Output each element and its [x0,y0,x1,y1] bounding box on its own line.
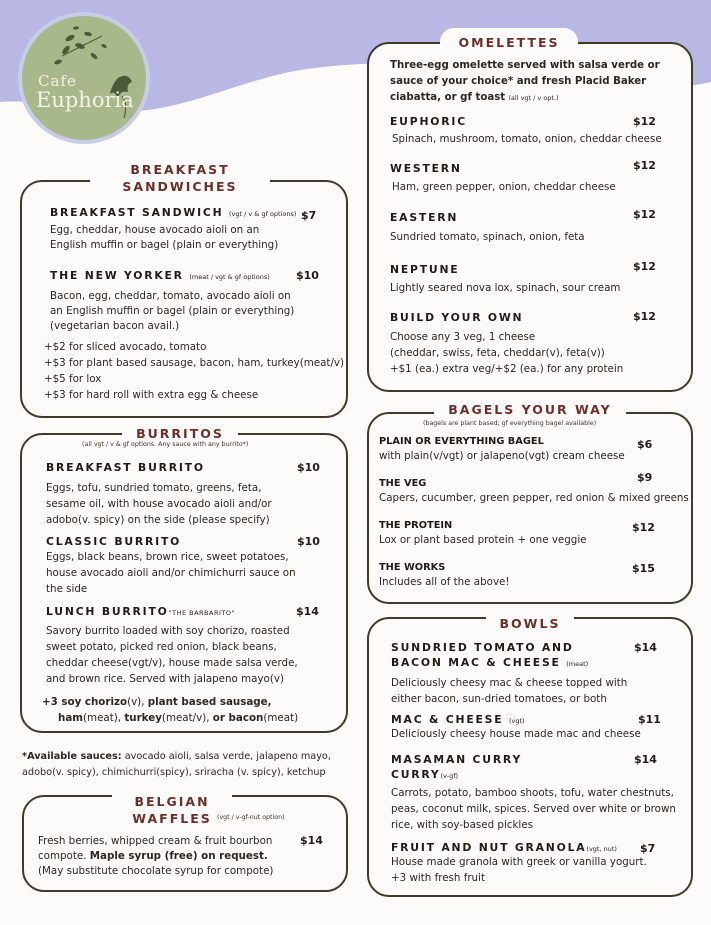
cafe-logo [18,12,150,144]
new-yorker-desc-2: an English muffin or bagel (plain or everything) [50,305,295,317]
breakfast-sandwiches-title-line1: BREAKFAST [90,161,270,178]
omelettes-title: OMELETTES [440,28,578,58]
euphoric-desc: Spinach, mushroom, tomato, onion, cheddar cheese [392,133,662,145]
eastern-name: EASTERN [390,211,459,224]
new-yorker-desc-3: (vegetarian bacon avail.) [50,320,180,332]
breakfast-sandwich-name: BREAKFAST SANDWICH (vgt / v & gf options) [50,206,297,219]
burrito-addon-cont: ham(meat), turkey(meat/v), or bacon(meat) [58,712,299,724]
sundried-mac-name-1: SUNDRIED TOMATO AND [391,641,574,654]
breakfast-burrito-price: $10 [297,461,320,474]
breakfast-burrito-name: BREAKFAST BURRITO [46,461,205,474]
breakfast-sandwich-price: $7 [301,209,317,222]
classic-burrito-desc: Eggs, black beans, brown rice, sweet potatoes, [46,551,289,563]
granola-price: $7 [640,842,656,855]
bagels-subtitle: (bagels are plant based; gf everything bagel available) [423,420,597,427]
waffles-desc-2: compote. Maple syrup (free) on request. [38,850,268,862]
bowls-title: BOWLS [470,615,590,632]
lunch-burrito-desc: cheddar cheese(vgt/v), house made salsa verde, [46,657,298,669]
sauces-line-2: adobo(v. spicy), chimichurri(spicy), sriracha (v. spicy), ketchup [22,767,326,778]
the-veg-desc: Capers, cucumber, green pepper, red onion & mixed greens [379,492,689,504]
lunch-burrito-name: LUNCH BURRITO"THE BARBARITO" [46,605,235,618]
the-protein-price: $12 [632,521,655,534]
lunch-burrito-desc: and brown rice. Served with jalapeno mayo(v) [46,673,284,685]
western-name: WESTERN [390,162,462,175]
waffles-price: $14 [300,834,323,847]
masaman-name-1: MASAMAN CURRY [391,753,523,766]
the-protein-desc: Lox or plant based protein + one veggie [379,534,587,546]
classic-burrito-desc: the side [46,583,88,595]
sandwich-addon: +$3 for plant based sausage, bacon, ham, turkey(meat/v) [44,357,345,369]
waffles-title [112,793,232,827]
new-yorker-name: THE NEW YORKER (meat / vgt & gf options) [50,269,270,282]
sundried-mac-desc: either bacon, sun-dried tomatoes, or both [391,693,607,705]
breakfast-burrito-desc: Eggs, tofu, sundried tomato, greens, feta, [46,482,262,494]
sandwich-addon: +$5 for lox [44,373,102,385]
waffles-desc-1: Fresh berries, whipped cream & fruit bourbon [38,835,273,847]
neptune-price: $12 [633,260,656,273]
sundried-mac-desc: Deliciously cheesy mac & cheese topped with [391,677,628,689]
granola-name: FRUIT AND NUT GRANOLA(vgt, nut) [391,841,617,854]
waffles-title-line2: WAFFLES [112,810,232,827]
burrito-addon: +3 soy chorizo(v), plant based sausage, [42,696,272,708]
classic-burrito-price: $10 [297,535,320,548]
plain-bagel-desc: with plain(v/vgt) or jalapeno(vgt) cream cheese [379,450,625,462]
build-your-own-desc: (cheddar, swiss, feta, cheddar(v), feta(v)) [390,347,605,359]
masaman-name-2: CURRY(v-gf) [391,768,459,781]
masaman-desc: Carrots, potato, bamboo shoots, tofu, water chestnuts, [391,787,674,799]
masaman-price: $14 [634,753,657,766]
burritos-title: BURRITOS [110,425,250,442]
logo-cafe-text: Cafe [38,72,77,90]
mac-cheese-name: MAC & CHEESE (vgt) [391,713,525,726]
the-veg-name: THE VEG [379,478,427,489]
euphoric-name: EUPHORIC [390,115,467,128]
logo-name-text: Euphoria [36,88,134,112]
breakfast-sandwich-desc-1: Egg, cheddar, house avocado aioli on an [50,224,260,236]
sandwich-addon: +$3 for hard roll with extra egg & cheese [44,389,259,401]
neptune-name: NEPTUNE [390,263,460,276]
build-your-own-name: BUILD YOUR OWN [390,311,524,324]
euphoric-price: $12 [633,115,656,128]
breakfast-burrito-desc: sesame oil, with house avocado aioli and/or [46,498,272,510]
eastern-desc: Sundried tomato, spinach, onion, feta [390,231,585,243]
new-yorker-price: $10 [296,269,319,282]
neptune-desc: Lightly seared nova lox, spinach, sour cream [390,282,621,294]
breakfast-sandwich-desc-2: English muffin or bagel (plain or everything) [50,239,279,251]
the-works-price: $15 [632,562,655,575]
mac-cheese-price: $11 [638,713,661,726]
waffles-note: (vgt / v-gf-nut option) [217,814,285,821]
sundried-mac-name-2: BACON MAC & CHEESE (meat) [391,656,589,669]
classic-burrito-name: CLASSIC BURRITO [46,535,182,548]
build-your-own-price: $12 [633,310,656,323]
sandwich-addon: +$2 for sliced avocado, tomato [44,341,207,353]
classic-burrito-desc: house avocado aioli and/or chimichurri sauce on [46,567,296,579]
western-price: $12 [633,159,656,172]
waffles-desc-3: (May substitute chocolate syrup for compote) [38,865,274,877]
lunch-burrito-desc: sweet potato, picked red onion, black beans, [46,641,277,653]
new-yorker-desc-1: Bacon, egg, cheddar, tomato, avocado aioli on [50,290,291,302]
breakfast-sandwiches-title-line2: SANDWICHES [90,178,270,195]
omelettes-intro-3: ciabatta, or gf toast (all vgt / v opt.) [390,92,559,103]
lunch-burrito-desc: Savory burrito loaded with soy chorizo, roasted [46,625,290,637]
plain-bagel-price: $6 [637,438,653,451]
breakfast-sandwiches-title [90,161,270,195]
masaman-desc: peas, coconut milk, spices. Served over white or brown [391,803,676,815]
build-your-own-desc: Choose any 3 veg, 1 cheese [390,331,536,343]
omelettes-intro-1: Three-egg omelette served with salsa verde or [390,60,660,71]
eastern-price: $12 [633,208,656,221]
the-works-name: THE WORKS [379,562,446,573]
build-your-own-desc: +$1 (ea.) extra veg/+$2 (ea.) for any protein [390,363,624,375]
breakfast-burrito-desc: adobo(v. spicy) on the side (please specify) [46,514,270,526]
the-veg-price: $9 [637,471,653,484]
waffles-title-line1: BELGIAN [112,793,232,810]
lunch-burrito-price: $14 [296,605,319,618]
sundried-mac-price: $14 [634,641,657,654]
omelettes-intro-2: sauce of your choice* and fresh Placid Baker [390,76,647,87]
the-works-desc: Includes all of the above! [379,576,510,588]
the-protein-name: THE PROTEIN [379,520,453,531]
burritos-subtitle: (all vgt / v & gf options. Any sauce with any burrito*) [82,441,249,448]
plain-bagel-name: PLAIN OR EVERYTHING BAGEL [379,436,544,447]
granola-desc: House made granola with greek or vanilla yogurt. [391,856,647,868]
western-desc: Ham, green pepper, onion, cheddar cheese [392,181,616,193]
bagels-title: BAGELS YOUR WAY [425,401,635,418]
sauces-line-1: *Available sauces: avocado aioli, salsa verde, jalapeno mayo, [22,751,331,762]
mac-cheese-desc: Deliciously cheesy house made mac and cheese [391,728,641,740]
masaman-desc: rice, with soy-based pickles [391,819,533,831]
granola-desc: +3 with fresh fruit [391,872,485,884]
